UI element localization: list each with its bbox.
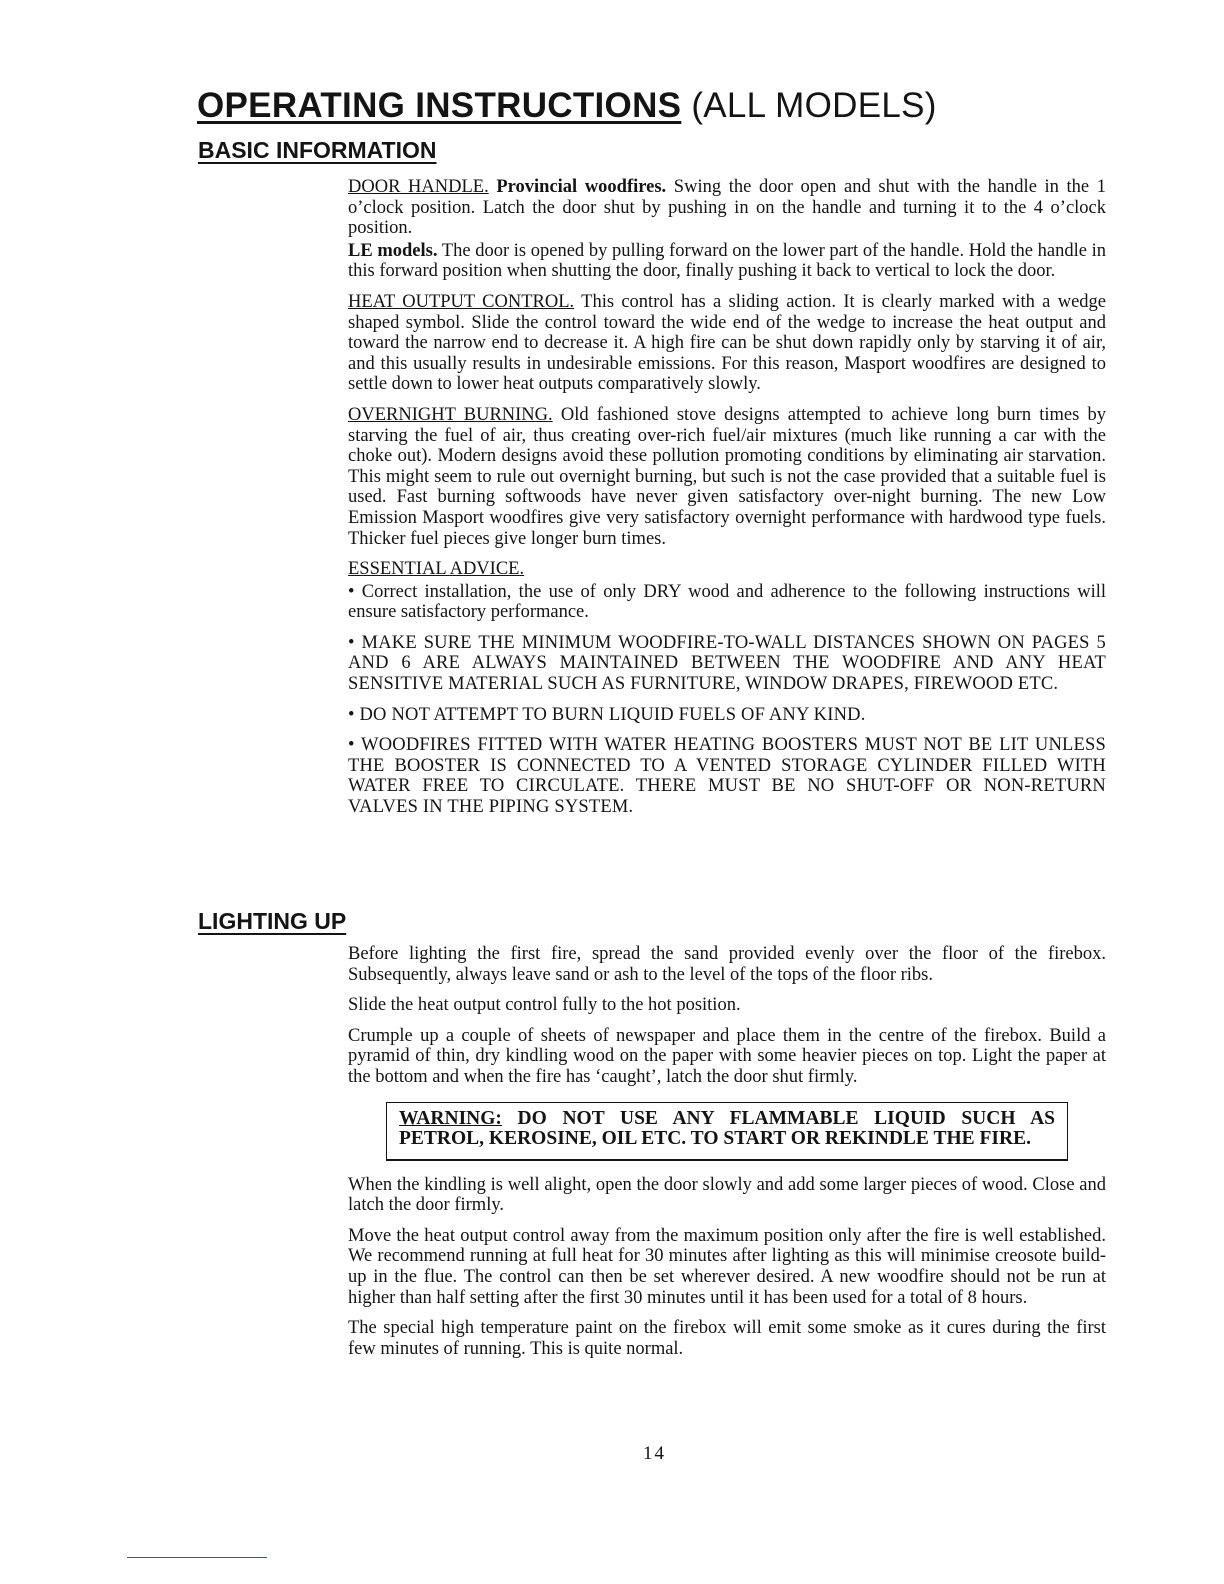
warning-box	[386, 1102, 1068, 1161]
provincial-text: Swing the door open and shut with the handle in the 1 o’clock position. Latch the door shut by pushing in on the handle and turning it to the 4 o’clock position.	[348, 177, 1107, 239]
overnight-burning-text: Old fashioned stove designs attempted to achieve long burn times by starving the fuel of air, thus creating over-rich fuel/air mixtures (much like running a car with the choke out). Modern designs avoid these pollution promoting conditions by eliminating air starvation. This might seem to rule out overnight burning, but such is not the case provided that a suitable fuel is used. Fast burning softwoods have never given satisfactory over-night burning. The new Low Emission Masport woodfires give very satisfactory overnight performance with hardwood type fuels. Thicker fuel pieces give longer burn times.	[348, 404, 1106, 549]
essential-bullet: • DO NOT ATTEMPT TO BURN LIQUID FUELS OF ANY KIND.	[348, 704, 866, 725]
lighting-paragraph: Slide the heat output control fully to the hot position.	[348, 995, 741, 1016]
essential-advice-label: ESSENTIAL ADVICE.	[348, 559, 525, 580]
section-heading-basic-information: BASIC INFORMATION	[198, 137, 437, 163]
overnight-burning-label: OVERNIGHT BURNING.	[348, 404, 553, 425]
essential-advice-label-line	[348, 559, 1106, 580]
lighting-paragraph: Before lighting the first fire, spread the sand provided evenly over the floor of the firebox. Subsequently, always leave sand or ash to the level of the tops of the floor ribs.	[348, 944, 1106, 985]
lighting-paragraph: The special high temperature paint on the firebox will emit some smoke as it cures during the first few minutes of running. This is quite normal.	[348, 1318, 1106, 1359]
overnight-burning-paragraph	[348, 405, 1106, 549]
page-title-main: OPERATING INSTRUCTIONS	[197, 86, 682, 125]
warning-label: WARNING:	[399, 1107, 502, 1129]
lighting-paragraph: Move the heat output control away from the maximum position only after the fire is well established. We recommend running at full heat for 30 minutes after lighting as this will minimise creosote build-up in the flue. The control can then be set wherever desired. A new woodfire should not be run at higher than half setting after the first 30 minutes until it has been used for a total of 8 hours.	[348, 1225, 1106, 1308]
heat-output-label: HEAT OUTPUT CONTROL.	[348, 291, 575, 312]
essential-bullet: • Correct installation, the use of only DRY wood and adherence to the following instructions will ensure satisfactory performance.	[348, 581, 1106, 623]
basic-information-section	[348, 177, 1106, 828]
essential-bullet: • MAKE SURE THE MINIMUM WOODFIRE-TO-WALL DISTANCES SHOWN ON PAGES 5 AND 6 ARE ALWAYS MAINTAINED BETWEEN THE WOODFIRE AND ANY HEAT SENSITIVE MATERIAL SUCH AS FURNITURE, WINDOW DRAPES, FIREWOOD ETC.	[348, 632, 1106, 695]
page-title	[197, 86, 937, 126]
door-handle-label: DOOR HANDLE.	[348, 177, 489, 197]
page-title-suffix: (ALL MODELS)	[681, 86, 937, 125]
door-handle-paragraph	[348, 177, 1106, 239]
section-heading-lighting-up: LIGHTING UP	[198, 908, 347, 934]
le-models-text: The door is opened by pulling forward on the lower part of the handle. Hold the handle in this forward position when shutting the door, finally pushing it back to vertical to lock the door.	[348, 240, 1107, 282]
lighting-up-section	[348, 944, 1106, 1369]
page-number: 14	[643, 1443, 666, 1464]
essential-bullet: • WOODFIRES FITTED WITH WATER HEATING BOOSTERS MUST NOT BE LIT UNLESS THE BOOSTER IS CONNECTED TO A VENTED STORAGE CYLINDER FILLED WITH WATER FREE TO CIRCULATE. THERE MUST BE NO SHUT-OFF OR NON-RETURN VALVES IN THE PIPING SYSTEM.	[348, 735, 1106, 818]
footer-rule	[127, 1557, 267, 1558]
provincial-label: Provincial woodfires.	[496, 177, 667, 197]
lighting-paragraph: Crumple up a couple of sheets of newspaper and place them in the centre of the firebox. Build a pyramid of thin, dry kindling wood on the paper with some heavier pieces on top. Light the paper at the bottom and when the fire has ‘caught’, latch the door shut firmly.	[348, 1025, 1106, 1087]
heat-output-text: This control has a sliding action. It is clearly marked with a wedge shaped symbol. Slide the control toward the wide end of the wedge to increase the heat output and toward the narrow end to decrease it. A high fire can be shut down rapidly only by starving it of air, and this usually results in undesirable emissions. For this reason, Masport woodfires are designed to settle down to lower heat outputs comparatively slowly.	[348, 291, 1106, 395]
warning-text: DO NOT USE ANY FLAMMABLE LIQUID SUCH AS PETROL, KEROSINE, OIL ETC. TO START OR REKINDLE THE FIRE.	[399, 1107, 1055, 1149]
le-models-label: LE models.	[348, 240, 438, 261]
le-models-paragraph	[348, 241, 1106, 282]
lighting-paragraph: When the kindling is well alight, open the door slowly and add some larger pieces of wood. Close and latch the door firmly.	[348, 1174, 1106, 1216]
heat-output-paragraph	[348, 292, 1106, 395]
